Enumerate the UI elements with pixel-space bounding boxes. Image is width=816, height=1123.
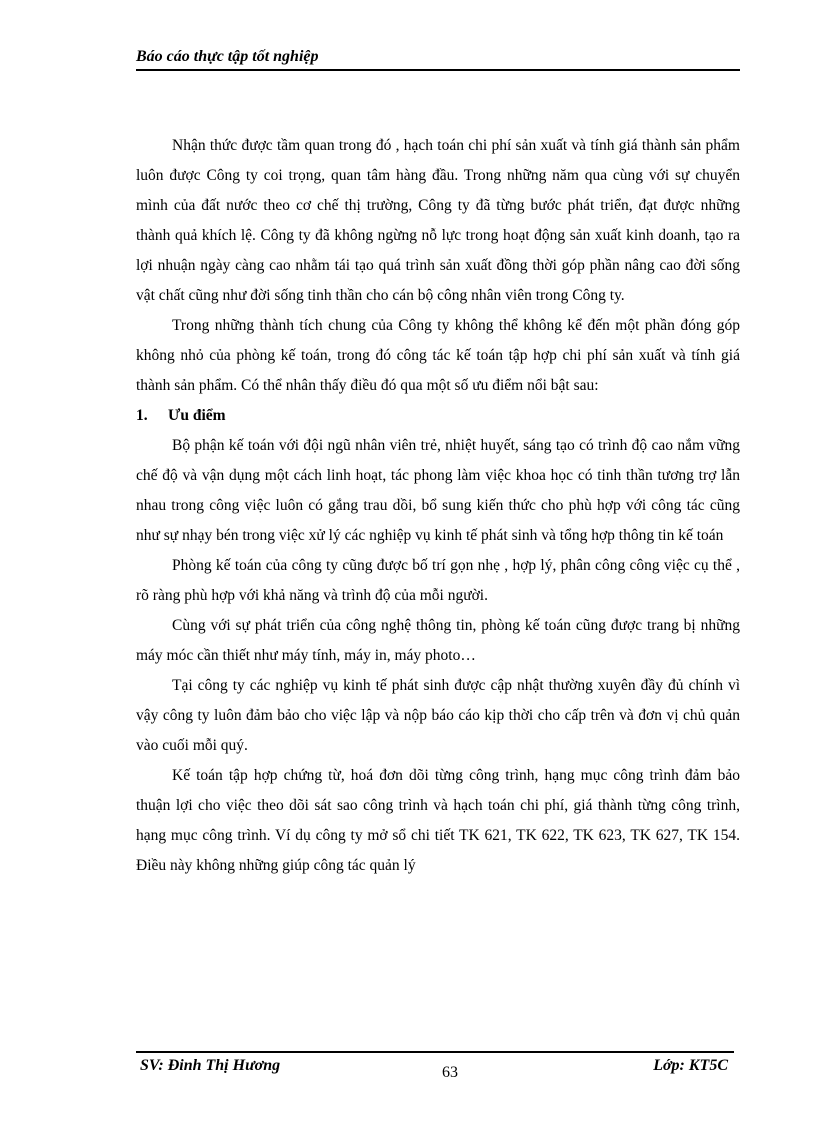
paragraph-achievements: Trong những thành tích chung của Công ty không thể không kể đến một phần đóng góp không nhỏ của phòng kế toán, trong đó công tác kế toán tập hợp chi phí sản xuất và tính giá thành sản phẩm. Có thể nhân thấy điều đó qua một số ưu điểm nổi bật sau: — [136, 317, 740, 394]
footer-divider — [136, 1051, 734, 1053]
paragraph-equipment: Cùng với sự phát triển của công nghệ thông tin, phòng kế toán cũng được trang bị những máy móc cần thiết như máy tính, máy in, máy photo… — [136, 617, 740, 664]
section-number: 1. — [136, 407, 148, 424]
section-heading — [136, 401, 740, 431]
footer-student-name: SV: Đinh Thị Hương — [140, 1057, 281, 1074]
paragraph-staff: Bộ phận kế toán với đội ngũ nhân viên trẻ, nhiệt huyết, sáng tạo có trình độ cao nắm vững chế độ và vận dụng một cách linh hoạt, tác phong làm việc khoa học có tinh thần tương trợ lẫn nhau trong công việc luôn có gắng trau dồi, bổ sung kiến thức cho phù hợp với công tác cũng như sự nhạy bén trong việc xử lý các nghiệp vụ kinh tế phát sinh và tổng hợp thông tin kế toán — [136, 437, 740, 544]
paragraph-organization: Phòng kế toán của công ty cũng được bố trí gọn nhẹ , hợp lý, phân công công việc cụ thể , rõ ràng phù hợp với khả năng và trình độ của mỗi người. — [136, 557, 740, 604]
document-body — [136, 131, 740, 881]
header-divider — [136, 69, 740, 71]
paragraph-reporting: Tại công ty các nghiệp vụ kinh tế phát sinh được cập nhật thường xuyên đầy đủ chính vì vậy công ty luôn đảm bảo cho việc lập và nộp báo cáo kịp thời cho cấp trên và đơn vị chủ quản vào cuối mỗi quý. — [136, 677, 740, 754]
page-number: 63 — [442, 1064, 458, 1081]
footer-class: Lớp: KT5C — [653, 1057, 728, 1074]
page-header-title: Báo cáo thực tập tốt nghiệp — [136, 48, 319, 65]
paragraph-documents: Kế toán tập hợp chứng từ, hoá đơn dõi từng công trình, hạng mục công trình đảm bảo thuận lợi cho việc theo dõi sát sao công trình và hạch toán chi phí, giá thành từng công trình, hạng mục công trình. Ví dụ công ty mở sổ chi tiết TK 621, TK 622, TK 623, TK 627, TK 154. Điều này không những giúp công tác quản lý — [136, 767, 740, 874]
paragraph-intro: Nhận thức được tầm quan trong đó , hạch toán chi phí sản xuất và tính giá thành sản phẩm luôn được Công ty coi trọng, quan tâm hàng đầu. Trong những năm qua cùng với sự chuyển mình của đất nước theo cơ chế thị trường, Công ty đã từng bước phát triển, đạt được những thành quả khích lệ. Công ty đã không ngừng nỗ lực trong hoạt động sản xuất kinh doanh, tạo ra lợi nhuận ngày càng cao nhằm tái tạo quá trình sản xuất đồng thời góp phần nâng cao đời sống vật chất cũng như đời sống tinh thần cho cán bộ công nhân viên trong Công ty. — [136, 137, 740, 304]
section-title: Ưu điểm — [168, 407, 226, 424]
